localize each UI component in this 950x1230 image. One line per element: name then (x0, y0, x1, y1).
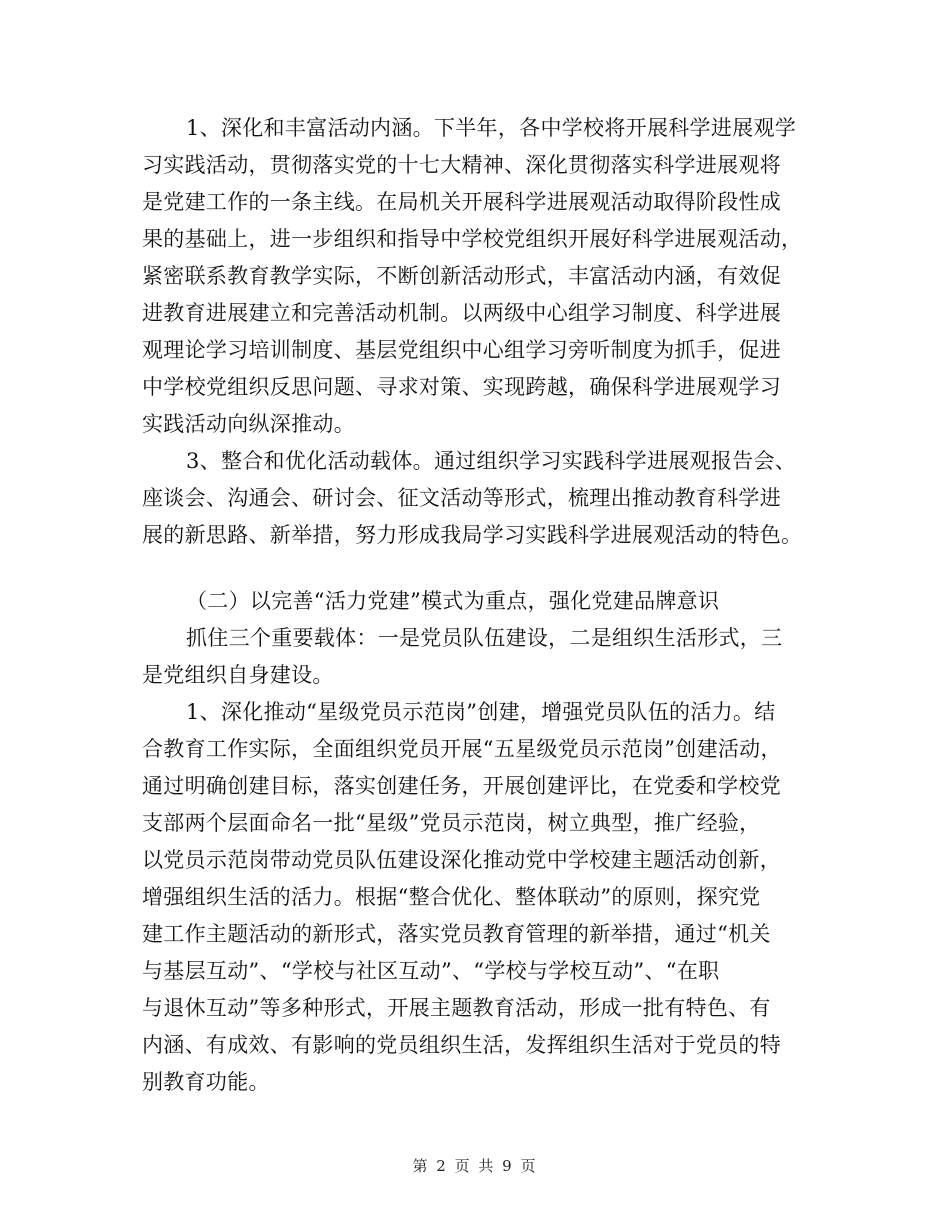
paragraph-line: 展的新思路、新举措，努力形成我局学习实践科学进展观活动的特色。 (142, 523, 803, 547)
paragraph-line: 观理论学习培训制度、基层党组织中心组学习旁听制度为抓手，促进 (142, 338, 781, 362)
paragraph-line: 习实践活动，贯彻落实党的十七大精神、深化贯彻落实科学进展观将 (142, 153, 781, 177)
paragraph-line: 进教育进展建立和完善活动机制。以两级中心组学习制度、科学进展 (142, 301, 781, 325)
paragraph-line: 果的基础上，进一步组织和指导中学校党组织开展好科学进展观活动， (142, 227, 803, 251)
paragraph-line: 与基层互动”、“学校与社区互动”、“学校与学校互动”、“在职 (142, 959, 720, 983)
paragraph-line: 中学校党组织反思问题、寻求对策、实现跨越，确保科学进展观学习 (142, 375, 781, 399)
paragraph-line: 别教育功能。 (142, 1070, 270, 1094)
paragraph-line: 与退休互动”等多种形式，开展主题教育活动，形成一批有特色、有 (142, 996, 771, 1020)
paragraph-line: 3、整合和优化活动载体。通过组织学习实践科学进展观报告会、 (186, 449, 797, 473)
paragraph-line: 1、深化推动“星级党员示范岗”创建，增强党员队伍的活力。结 (186, 700, 776, 724)
paragraph-line: 建工作主题活动的新形式，落实党员教育管理的新举措，通过“机关 (142, 922, 771, 946)
paragraph-line: 支部两个层面命名一批“星级”党员示范岗，树立典型，推广经验， (142, 811, 761, 835)
paragraph-line: 实践活动向纵深推动。 (142, 412, 355, 436)
paragraph-line: 内涵、有成效、有影响的党员组织生活，发挥组织生活对于党员的特 (142, 1033, 781, 1057)
paragraph-line: 合教育工作实际，全面组织党员开展“五星级党员示范岗”创建活动， (142, 737, 782, 761)
paragraph-line: 以党员示范岗带动党员队伍建设深化推动党中学校建主题活动创新， (142, 848, 781, 872)
paragraph-line: 抓住三个重要载体：一是党员队伍建设，二是组织生活形式，三 (186, 626, 783, 650)
paragraph-line: 紧密联系教育教学实际，不断创新活动形式，丰富活动内涵，有效促 (142, 264, 781, 288)
paragraph-line: 增强组织生活的活力。根据“整合优化、整体联动”的原则，探究党 (142, 885, 761, 909)
page-footer: 第 2 页 共 9 页 (412, 1157, 538, 1175)
paragraph-line: 1、深化和丰富活动内涵。下半年，各中学校将开展科学进展观学 (186, 116, 797, 140)
paragraph-line: 座谈会、沟通会、研讨会、征文活动等形式，梳理出推动教育科学进 (142, 486, 781, 510)
section-heading: （二）以完善“活力党建”模式为重点，强化党建品牌意识 (186, 589, 720, 613)
paragraph-line: 通过明确创建目标，落实创建任务，开展创建评比，在党委和学校党 (142, 774, 781, 798)
paragraph-line: 是党建工作的一条主线。在局机关开展科学进展观活动取得阶段性成 (142, 190, 781, 214)
paragraph-line: 是党组织自身建设。 (142, 663, 334, 687)
